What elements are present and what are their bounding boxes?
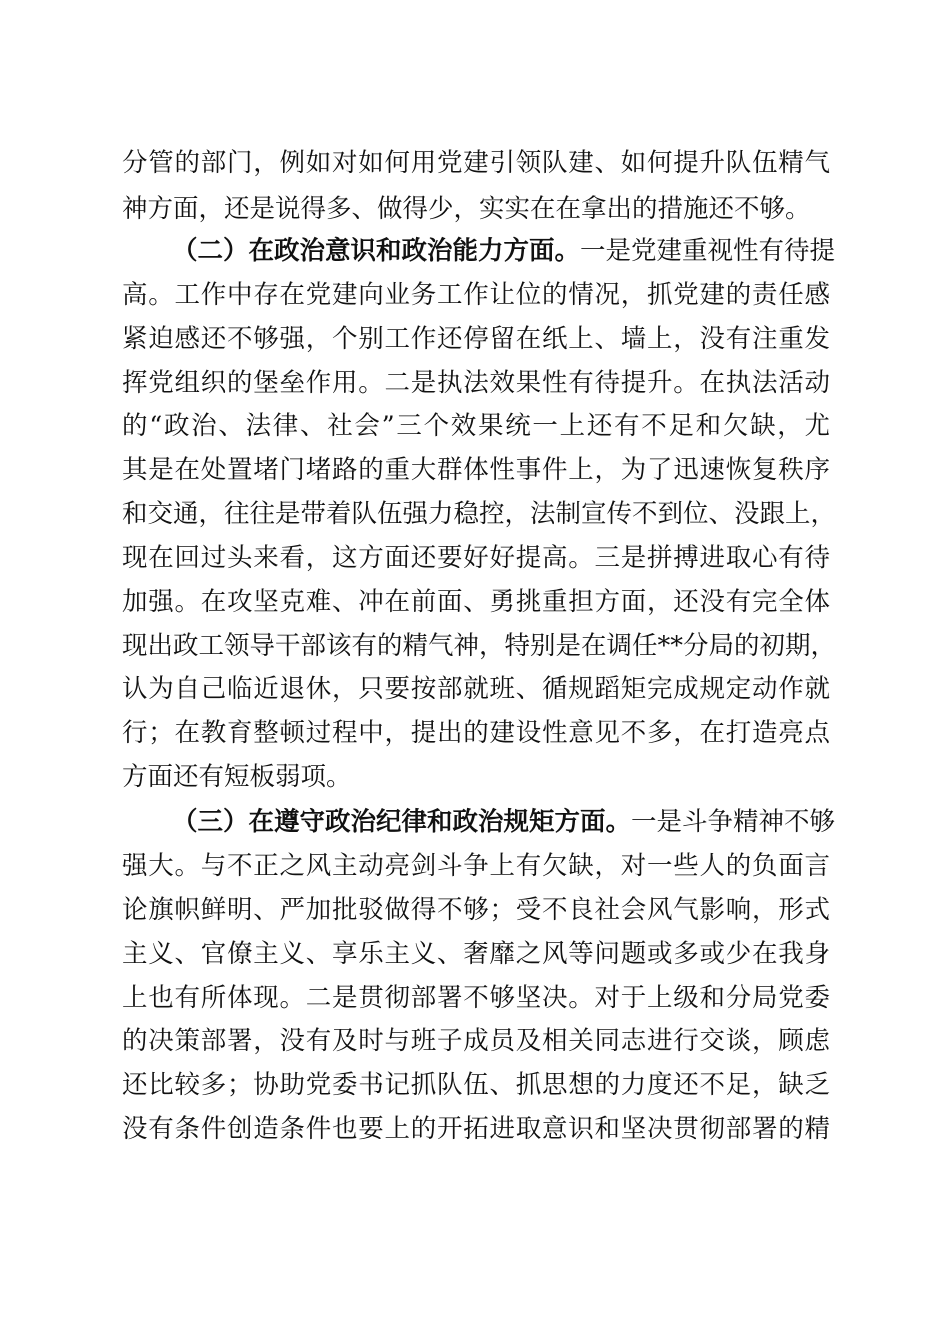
text-line: 强大。与不正之风主动亮剑斗争上有欠缺，对一些人的负面言: [122, 851, 830, 881]
paragraph-3-first-line: [172, 802, 836, 842]
text-line: 论旗帜鲜明、严加批驳做得不够；受不良社会风气影响，形式: [122, 895, 830, 925]
text-line: 的“政治、法律、社会”三个效果统一上还有不足和欠缺，尤: [122, 411, 830, 441]
text-run: 一是党建重视性有待提: [580, 236, 836, 266]
text-line: 方面还有短板弱项。: [122, 762, 352, 792]
paragraph-2-first-line: [172, 231, 836, 271]
text-line: 其是在处置堵门堵路的重大群体性事件上，为了迅速恢复秩序: [122, 455, 830, 485]
text-line: 和交通，往往是带着队伍强力稳控，法制宣传不到位、没跟上，: [122, 499, 837, 529]
text-line: 神方面，还是说得多、做得少，实实在在拿出的措施还不够。: [122, 194, 811, 224]
text-line: 还比较多；协助党委书记抓队伍、抓思想的力度还不足，缺乏: [122, 1070, 830, 1100]
text-line: 挥党组织的堡垒作用。二是执法效果性有待提升。在执法活动: [122, 368, 830, 398]
section-heading: （三）在遵守政治纪律和政治规矩方面。: [172, 807, 632, 837]
text-line: 上也有所体现。二是贯彻部署不够坚决。对于上级和分局党委: [122, 983, 830, 1013]
text-line: 的决策部署，没有及时与班子成员及相关同志进行交谈，顾虑: [122, 1026, 830, 1056]
text-line: 认为自己临近退休，只要按部就班、循规蹈矩完成规定动作就: [122, 674, 830, 704]
text-line: 主义、官僚主义、享乐主义、奢靡之风等问题或多或少在我身: [122, 939, 830, 969]
text-line: 加强。在攻坚克难、冲在前面、勇挑重担方面，还没有完全体: [122, 587, 830, 617]
section-heading: （二）在政治意识和政治能力方面。: [172, 236, 581, 266]
text-run: 一是斗争精神不够: [631, 807, 836, 837]
text-line: 行；在教育整顿过程中，提出的建设性意见不多，在打造亮点: [122, 718, 830, 748]
text-line: 紧迫感还不够强，个别工作还停留在纸上、墙上，没有注重发: [122, 324, 830, 354]
text-line: 高。工作中存在党建向业务工作让位的情况，抓党建的责任感: [122, 280, 830, 310]
text-line: 现出政工领导干部该有的精气神，特别是在调任**分局的初期，: [122, 631, 837, 661]
text-line: 现在回过头来看，这方面还要好好提高。三是拼搏进取心有待: [122, 543, 830, 573]
text-line: 分管的部门，例如对如何用党建引领队建、如何提升队伍精气: [122, 148, 830, 178]
text-line: 没有条件创造条件也要上的开拓进取意识和坚决贯彻部署的精: [122, 1114, 830, 1144]
